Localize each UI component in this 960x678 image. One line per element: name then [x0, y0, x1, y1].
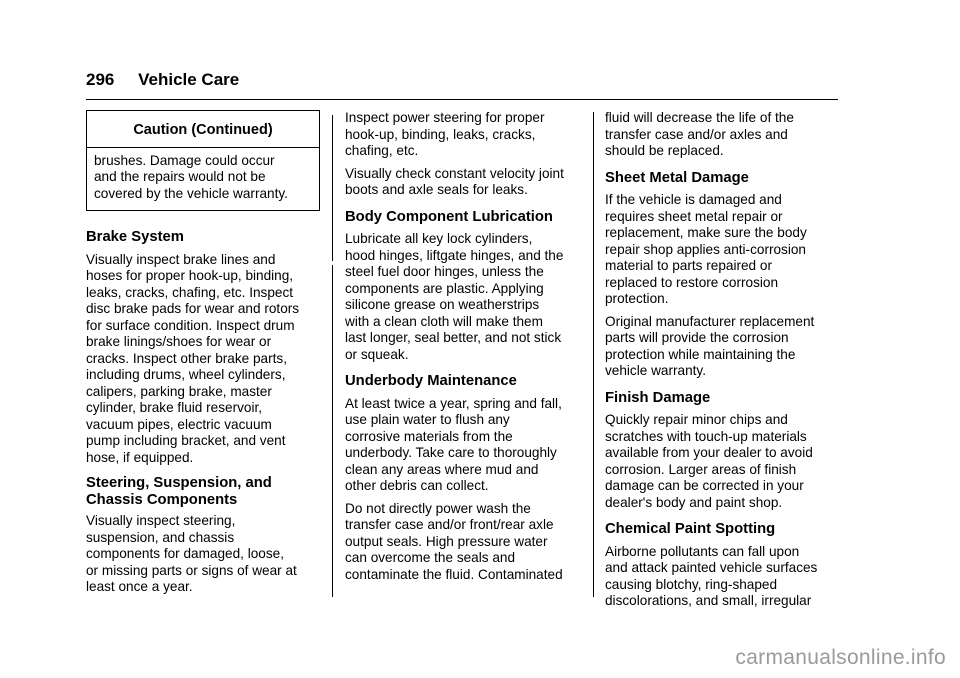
- text-line: replaced to restore corrosion: [605, 274, 779, 290]
- column-divider-1: [332, 115, 333, 261]
- text-line: boots and axle seals for leaks.: [345, 182, 528, 197]
- heading-line: Chassis Components: [86, 491, 238, 508]
- text-line: available from your dealer to avoid: [605, 445, 813, 460]
- underbody-heading: Underbody Maintenance: [345, 373, 517, 389]
- text-line: Airborne pollutants can fall upon: [605, 543, 800, 559]
- text-line: suspension, and chassis: [86, 529, 235, 545]
- chemical-heading: Chemical Paint Spotting: [605, 521, 776, 537]
- text-line: At least twice a year, spring and fall,: [345, 395, 562, 411]
- brake-heading: Brake System: [86, 229, 184, 245]
- power-steering-paragraph: [345, 110, 585, 160]
- text-line: use plain water to flush any: [345, 412, 510, 427]
- page-number: 296: [86, 70, 115, 89]
- text-line: can overcome the seals and: [345, 550, 516, 565]
- sheet-metal-paragraph-2: [605, 314, 840, 380]
- text-line: silicone grease on weatherstrips: [345, 297, 540, 312]
- text-line: cylinder, brake fluid reservoir,: [86, 400, 263, 415]
- text-line: Do not directly power wash the: [345, 500, 531, 516]
- text-line: components for damaged, loose,: [86, 546, 284, 561]
- column-2: [345, 110, 585, 583]
- text-line: corrosion. Larger areas of finish: [605, 461, 797, 477]
- caution-body: [87, 148, 319, 211]
- text-line: Inspect power steering for proper: [345, 110, 545, 125]
- finish-paragraph: [605, 412, 840, 511]
- text-line: scratches with touch-up materials: [605, 428, 807, 444]
- column-divider-2: [332, 265, 333, 597]
- text-line: calipers, parking brake, master: [86, 383, 272, 399]
- text-line: including drums, wheel cylinders,: [86, 367, 286, 382]
- text-line: disc brake pads for wear and rotors: [86, 301, 300, 316]
- text-line: brake linings/shoes for wear or: [86, 334, 272, 349]
- cv-joint-paragraph: [345, 166, 585, 199]
- chemical-paragraph: [605, 544, 840, 610]
- text-line: damage can be corrected in your: [605, 478, 804, 493]
- text-line: protection while maintaining the: [605, 346, 796, 362]
- header-rule: [86, 99, 838, 100]
- text-line: components are plastic. Applying: [345, 280, 544, 296]
- text-line: Visually inspect steering,: [86, 513, 236, 528]
- page-header: [86, 70, 239, 90]
- text-line: with a clean cloth will make them: [345, 313, 543, 329]
- text-line: last longer, seal better, and not stick: [345, 330, 562, 345]
- text-line: fluid will decrease the life of the: [605, 110, 794, 125]
- text-line: vehicle warranty.: [605, 363, 706, 378]
- text-line: least once a year.: [86, 579, 193, 594]
- text-line: clean any areas where mud and: [345, 461, 539, 477]
- text-line: Visually check constant velocity joint: [345, 165, 564, 181]
- text-line: protection.: [605, 291, 669, 306]
- text-line: should be replaced.: [605, 143, 724, 158]
- lubrication-heading: Body Component Lubrication: [345, 208, 553, 225]
- finish-heading: Finish Damage: [605, 389, 711, 406]
- sheet-metal-paragraph-1: [605, 192, 840, 308]
- text-line: causing blotchy, ring-shaped: [605, 576, 778, 592]
- text-line: for surface condition. Inspect drum: [86, 317, 295, 333]
- text-line: corrosive materials from the: [345, 428, 513, 444]
- watermark-text: carmanualsonline.info: [735, 646, 946, 669]
- column-1: [86, 110, 320, 596]
- caution-line: covered by the vehicle warranty.: [94, 185, 288, 201]
- text-line: If the vehicle is damaged and: [605, 192, 782, 207]
- text-line: contaminate the fluid. Contaminated: [345, 566, 563, 582]
- caution-line: and the repairs would not be: [94, 169, 266, 184]
- text-line: transfer case and/or front/rear axle: [345, 517, 554, 532]
- text-line: transfer case and/or axles and: [605, 126, 788, 142]
- text-line: hose, if equipped.: [86, 449, 194, 465]
- column-3: [605, 110, 840, 610]
- text-line: discolorations, and small, irregular: [605, 593, 812, 608]
- caution-line: brushes. Damage could occur: [94, 152, 275, 168]
- text-line: dealer's body and paint shop.: [605, 494, 783, 510]
- text-line: vacuum pipes, electric vacuum: [86, 416, 272, 432]
- sheet-metal-heading: Sheet Metal Damage: [605, 169, 749, 186]
- text-line: underbody. Take care to thoroughly: [345, 445, 557, 460]
- text-line: other debris can collect.: [345, 478, 489, 493]
- text-line: output seals. High pressure water: [345, 533, 548, 549]
- text-line: hood hinges, liftgate hinges, and the: [345, 247, 564, 263]
- text-line: repair shop applies anti-corrosion: [605, 241, 806, 257]
- lubrication-paragraph: [345, 231, 585, 363]
- text-line: cracks. Inspect other brake parts,: [86, 350, 287, 366]
- text-line: steel fuel door hinges, unless the: [345, 264, 544, 279]
- section-title: Vehicle Care: [138, 70, 240, 89]
- text-line: Lubricate all key lock cylinders,: [345, 231, 533, 246]
- caution-box: [86, 110, 320, 211]
- text-line: requires sheet metal repair or: [605, 208, 783, 224]
- text-line: pump including bracket, and vent: [86, 433, 286, 448]
- column-divider-3: [593, 112, 594, 597]
- underbody-paragraph-2: [345, 501, 585, 584]
- text-line: and attack painted vehicle surfaces: [605, 560, 818, 575]
- text-line: hoses for proper hook-up, binding,: [86, 268, 294, 283]
- text-line: leaks, cracks, chafing, etc. Inspect: [86, 284, 294, 300]
- brake-paragraph: [86, 252, 320, 467]
- text-line: replacement, make sure the body: [605, 225, 807, 240]
- text-line: Visually inspect brake lines and: [86, 251, 276, 267]
- text-line: Original manufacturer replacement: [605, 313, 815, 329]
- text-line: or squeak.: [345, 346, 409, 362]
- text-line: chafing, etc.: [345, 143, 419, 158]
- text-line: material to parts repaired or: [605, 258, 772, 273]
- steering-paragraph: [86, 513, 320, 596]
- fluid-paragraph: [605, 110, 840, 160]
- heading-line: Steering, Suspension, and: [86, 475, 272, 491]
- text-line: parts will provide the corrosion: [605, 330, 789, 345]
- underbody-paragraph-1: [345, 396, 585, 495]
- text-line: Quickly repair minor chips and: [605, 412, 788, 427]
- steering-heading: [86, 475, 320, 508]
- text-line: hook-up, binding, leaks, cracks,: [345, 126, 536, 142]
- caution-title: Caution (Continued): [87, 111, 319, 148]
- text-line: or missing parts or signs of wear at: [86, 562, 297, 578]
